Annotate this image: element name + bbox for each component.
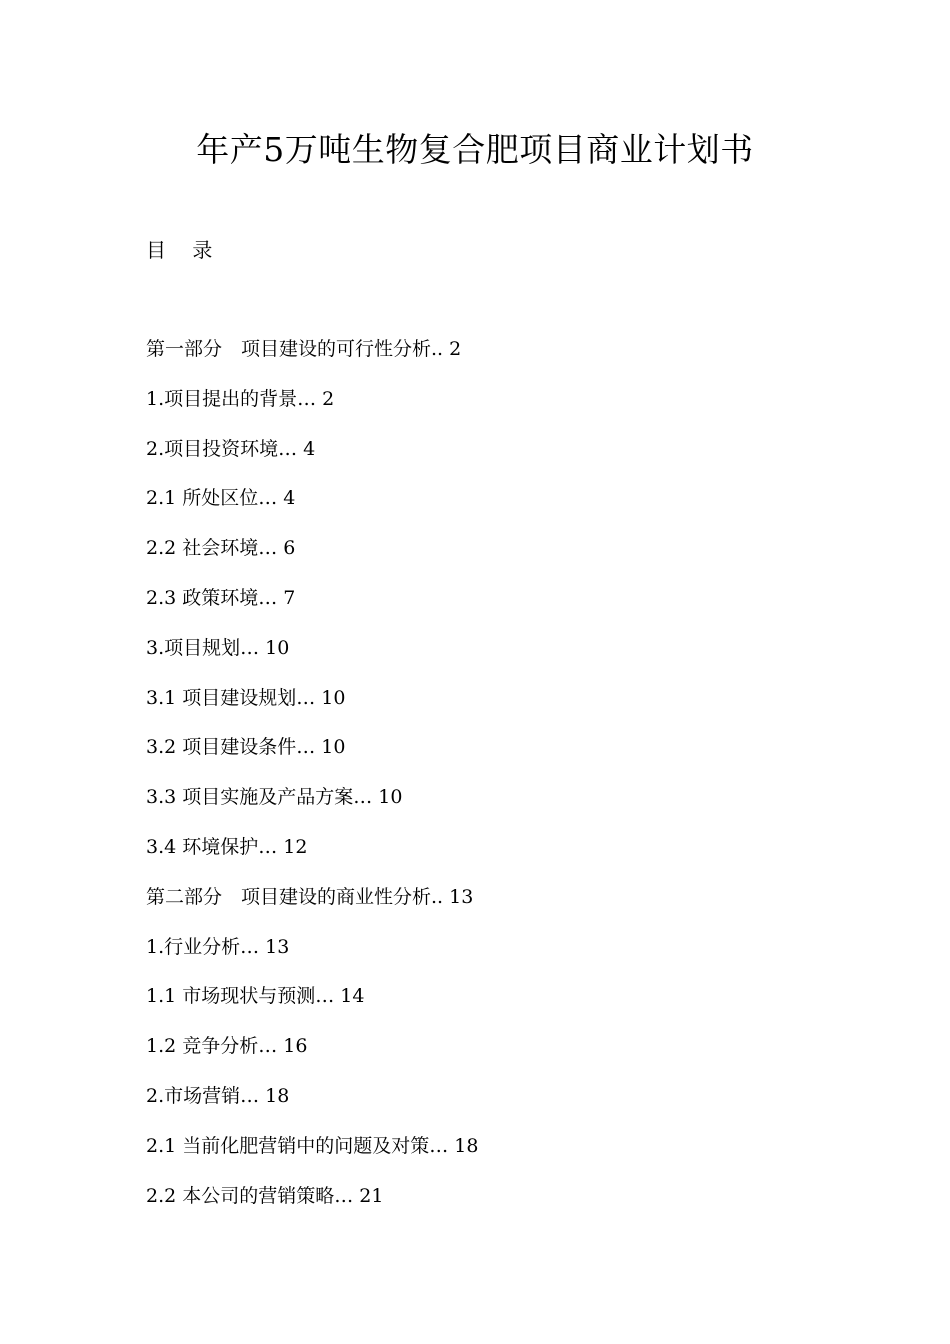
toc-entry[interactable]: 3.2 项目建设条件… 10 [146, 736, 346, 759]
toc-entry[interactable]: 1.2 竞争分析… 16 [146, 1035, 308, 1058]
toc-list [146, 335, 478, 1231]
toc-entry[interactable]: 3.4 环境保护… 12 [146, 835, 308, 858]
toc-entry[interactable]: 1.项目提出的背景… 2 [146, 387, 335, 410]
toc-entry[interactable]: 1.行业分析… 13 [146, 935, 290, 958]
toc-entry[interactable]: 2.3 政策环境… 7 [146, 586, 296, 609]
toc-entry[interactable]: 第二部分 项目建设的商业性分析.. 13 [146, 885, 474, 908]
toc-heading: 目 录 [146, 238, 223, 262]
toc-entry[interactable]: 3.3 项目实施及产品方案… 10 [146, 786, 403, 809]
toc-entry[interactable]: 1.1 市场现状与预测… 14 [146, 985, 365, 1008]
toc-entry[interactable]: 2.2 社会环境… 6 [146, 537, 296, 560]
toc-entry[interactable]: 2.1 所处区位… 4 [146, 487, 296, 510]
toc-entry[interactable]: 2.市场营销… 18 [146, 1084, 290, 1107]
document-title: 年产5万吨生物复合肥项目商业计划书 [196, 130, 754, 169]
toc-entry[interactable]: 2.1 当前化肥营销中的问题及对策… 18 [146, 1134, 479, 1157]
toc-entry[interactable]: 第一部分 项目建设的可行性分析.. 2 [146, 338, 462, 360]
toc-entry[interactable]: 2.项目投资环境… 4 [146, 437, 316, 460]
toc-entry[interactable]: 2.2 本公司的营销策略… 21 [146, 1184, 384, 1207]
toc-entry[interactable]: 3.1 项目建设规划… 10 [146, 686, 346, 709]
toc-entry[interactable]: 3.项目规划… 10 [146, 636, 290, 659]
